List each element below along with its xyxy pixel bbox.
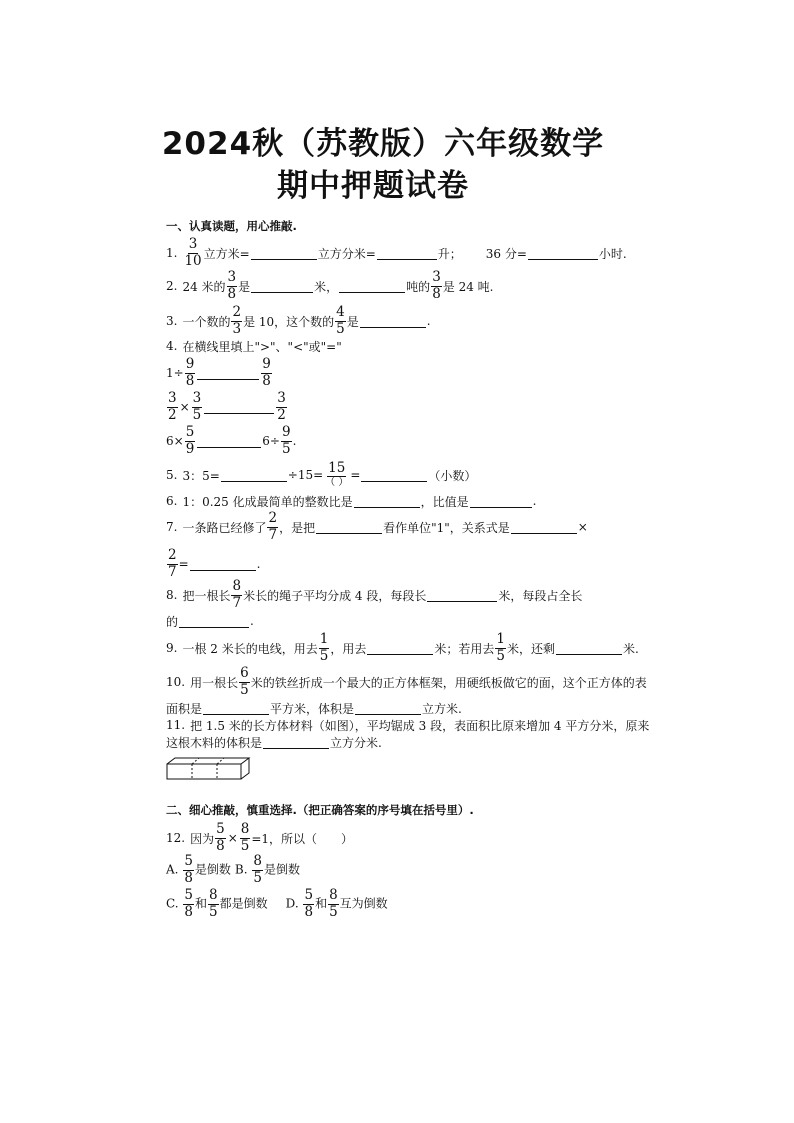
q9-text4: 米，还剩 bbox=[506, 641, 555, 656]
q7-fraction2 bbox=[167, 549, 178, 579]
q7-text3: 看作单位"1"，关系式是 bbox=[383, 520, 510, 535]
q2-fraction2 bbox=[431, 271, 442, 301]
q8-text5: . bbox=[250, 614, 254, 628]
q2-frac1-den: 8 bbox=[227, 285, 237, 302]
q4c-fraction2 bbox=[281, 426, 292, 456]
q2-text3: 米， bbox=[314, 279, 339, 294]
q12-optC-frac2-num: 8 bbox=[209, 887, 218, 903]
question-11-cont bbox=[166, 727, 382, 757]
q2-blank1[interactable] bbox=[251, 279, 313, 293]
q11-text2: 这根木料的体积是 bbox=[166, 735, 263, 750]
section2-heading: 二、细心推敲，慎重选择.（把正确答案的序号填在括号里）. bbox=[166, 803, 474, 817]
q12-options-cd bbox=[166, 889, 388, 919]
q12-optD-fraction1 bbox=[303, 889, 314, 919]
q3-number: 3. bbox=[166, 314, 178, 328]
q7-number: 7. bbox=[166, 520, 178, 534]
q1-blank2[interactable] bbox=[377, 246, 437, 260]
q12-optB-text: 是倒数 bbox=[263, 862, 300, 877]
exam-title-line1: 2024秋（苏教版）六年级数学 bbox=[161, 126, 605, 162]
q12-optA-frac-den: 8 bbox=[184, 869, 193, 886]
q1-text4: 36 分= bbox=[485, 246, 527, 261]
q10-text1: 用一根长 bbox=[190, 675, 239, 690]
q12-frac1-den: 8 bbox=[216, 837, 225, 854]
q8-frac-num: 8 bbox=[232, 578, 242, 594]
q12-optD-text1: 和 bbox=[315, 896, 328, 911]
q3-frac1-num: 2 bbox=[232, 304, 242, 320]
q12-optB-fraction bbox=[252, 855, 263, 885]
q1-blank1[interactable] bbox=[251, 246, 317, 260]
q4-number: 4. bbox=[166, 339, 178, 353]
q12-number: 12. bbox=[166, 831, 186, 845]
q4b-frac1-num: 3 bbox=[168, 390, 177, 406]
q3-text4: . bbox=[426, 314, 431, 328]
q1-text1: 立方米= bbox=[203, 246, 250, 261]
q5-text3: = bbox=[350, 468, 361, 482]
cuboid-figure bbox=[166, 757, 252, 781]
q5-blank1[interactable] bbox=[221, 468, 287, 482]
q9-fraction1 bbox=[319, 633, 330, 663]
q1-text2: 立方分米= bbox=[317, 246, 376, 261]
q12-optB-frac-den: 5 bbox=[253, 869, 262, 886]
q12-optA-fraction bbox=[183, 855, 194, 885]
q2-frac1-num: 3 bbox=[227, 269, 237, 285]
q8-blank2[interactable] bbox=[179, 614, 249, 628]
q12-optB-frac-num: 8 bbox=[253, 853, 262, 869]
q1-blank3[interactable] bbox=[528, 246, 598, 260]
q11-number: 11. bbox=[166, 718, 186, 732]
q4-text1: 在横线里填上">"、"<"或"=" bbox=[182, 339, 342, 354]
q1-number: 1. bbox=[166, 246, 178, 260]
q8-text2: 米长的绳子平均分成 4 段，每段长 bbox=[243, 588, 427, 603]
q12-optC-fraction2 bbox=[208, 889, 219, 919]
exam-title-line2: 期中押题试卷 bbox=[277, 168, 469, 204]
q4b-blank[interactable] bbox=[204, 400, 274, 414]
q10-text4: 平方米，体积是 bbox=[270, 701, 355, 716]
q5-frac-num: 15 bbox=[328, 459, 346, 476]
q4a-fraction1 bbox=[185, 358, 196, 388]
q4-item-c bbox=[166, 426, 296, 456]
q2-text4: 吨的 bbox=[406, 279, 431, 294]
q12-optB-label: B. bbox=[234, 862, 248, 877]
q2-frac2-den: 8 bbox=[432, 285, 441, 302]
q12-optC-text2: 都是倒数 bbox=[219, 896, 268, 911]
question-12 bbox=[166, 823, 353, 853]
q12-optA-text: 是倒数 bbox=[194, 862, 231, 877]
question-9 bbox=[166, 633, 639, 663]
q12-optD-frac1-den: 8 bbox=[304, 903, 314, 920]
question-1 bbox=[166, 238, 627, 268]
q10-text3: 面积是 bbox=[166, 701, 203, 716]
question-8-cont bbox=[166, 606, 254, 636]
q3-frac2-den: 5 bbox=[336, 320, 345, 337]
q12-optD-label: D. bbox=[285, 896, 299, 911]
q2-text2: 是 bbox=[238, 279, 251, 294]
q7-fraction1 bbox=[267, 512, 278, 542]
q8-text3: 米，每段占全长 bbox=[498, 588, 583, 603]
q12-times: × bbox=[227, 831, 238, 845]
q4b-frac3-den: 2 bbox=[277, 406, 286, 423]
q4b-frac3-num: 3 bbox=[277, 390, 286, 406]
q12-frac2-num: 8 bbox=[240, 821, 250, 837]
q2-frac2-num: 3 bbox=[432, 269, 441, 285]
q9-frac1-den: 5 bbox=[319, 647, 329, 664]
q7-text2: ，是把 bbox=[279, 520, 316, 535]
q5-fraction bbox=[324, 459, 349, 489]
q1-text5: 小时. bbox=[598, 246, 627, 261]
q8-number: 8. bbox=[166, 588, 178, 602]
q4a-text1: 1÷ bbox=[166, 366, 184, 380]
q6-text1: 1：0.25 化成最简单的整数比是 bbox=[182, 494, 353, 509]
q1-text3: 升； bbox=[437, 246, 462, 261]
q4a-frac2-num: 9 bbox=[262, 356, 271, 372]
q12-optD-text2: 互为倒数 bbox=[339, 896, 388, 911]
question-7-cont bbox=[166, 549, 260, 579]
q3-frac1-den: 3 bbox=[232, 320, 242, 337]
q5-text1: 3：5= bbox=[182, 468, 220, 483]
q12-optC-fraction1 bbox=[183, 889, 194, 919]
q4a-frac2-den: 8 bbox=[262, 372, 271, 389]
q7-blank1[interactable] bbox=[316, 520, 382, 534]
cut-line-2-top bbox=[217, 758, 224, 764]
q7-frac1-den: 7 bbox=[268, 526, 278, 543]
q7-blank2[interactable] bbox=[511, 520, 577, 534]
q4c-frac2-den: 5 bbox=[282, 440, 291, 457]
q4c-blank[interactable] bbox=[197, 434, 261, 448]
q5-text4: （小数） bbox=[428, 468, 477, 483]
q12-options-ab bbox=[166, 855, 300, 885]
q8-text4: 的 bbox=[166, 614, 179, 629]
q9-frac1-num: 1 bbox=[319, 631, 329, 647]
q4c-frac2-num: 9 bbox=[282, 424, 291, 440]
q12-fraction2 bbox=[240, 823, 251, 853]
q6-blank2[interactable] bbox=[470, 494, 532, 508]
q11-text1: 把 1.5 米的长方体材料（如图），平均锯成 3 段，表面积比原来增加 4 平方分米，原来 bbox=[190, 718, 650, 733]
q4a-frac1-den: 8 bbox=[185, 372, 195, 389]
question-2 bbox=[166, 271, 494, 301]
q1-frac-den: 10 bbox=[184, 252, 202, 269]
q4b-frac2-den: 5 bbox=[192, 406, 202, 423]
q12-optC-frac2-den: 5 bbox=[209, 903, 218, 920]
q4b-times: × bbox=[179, 400, 190, 414]
q4a-frac1-num: 9 bbox=[185, 356, 195, 372]
q1-frac-num: 3 bbox=[188, 236, 198, 252]
section1-heading: 一、认真读题，用心推敲. bbox=[166, 219, 297, 233]
q9-number: 9. bbox=[166, 641, 178, 655]
q12-optD-fraction2 bbox=[328, 889, 339, 919]
q4c-text2: 6÷ bbox=[262, 434, 280, 448]
q4a-fraction2 bbox=[261, 358, 272, 388]
q9-frac2-den: 5 bbox=[496, 647, 505, 664]
cuboid-front-face bbox=[167, 764, 241, 779]
q4c-text3: . bbox=[292, 434, 297, 448]
q2-blank2[interactable] bbox=[339, 279, 405, 293]
q12-optD-frac1-num: 5 bbox=[304, 887, 314, 903]
q12-optC-text1: 和 bbox=[195, 896, 208, 911]
q9-frac2-num: 1 bbox=[496, 631, 505, 647]
q11-blank[interactable] bbox=[263, 735, 329, 749]
q10-number: 10. bbox=[166, 675, 186, 689]
q12-optD-frac2-den: 5 bbox=[329, 903, 338, 920]
q9-blank2[interactable] bbox=[556, 641, 622, 655]
q4a-blank[interactable] bbox=[197, 366, 259, 380]
q6-blank1[interactable] bbox=[354, 494, 420, 508]
q12-frac1-num: 5 bbox=[216, 821, 225, 837]
q7-text1: 一条路已经修了 bbox=[182, 520, 267, 535]
q10-text5: 立方米. bbox=[422, 701, 462, 716]
q9-text3: 米；若用去 bbox=[434, 641, 495, 656]
q4b-fraction2 bbox=[192, 392, 203, 422]
q9-text1: 一根 2 米长的电线，用去 bbox=[182, 641, 318, 656]
q4c-frac1-den: 9 bbox=[185, 440, 195, 457]
q7-text4: × bbox=[577, 520, 588, 534]
q2-number: 2. bbox=[166, 279, 178, 293]
q10-frac-den: 5 bbox=[240, 681, 249, 698]
q12-optC-label: C. bbox=[166, 896, 179, 911]
q4c-text1: 6× bbox=[166, 434, 184, 448]
q12-fraction1 bbox=[215, 823, 226, 853]
q7-text5: = bbox=[178, 557, 189, 571]
q4b-frac1-den: 2 bbox=[168, 406, 177, 423]
q4-item-b bbox=[166, 392, 288, 422]
q3-frac2-num: 4 bbox=[336, 304, 345, 320]
q3-text2: 是 10，这个数的 bbox=[243, 314, 335, 329]
q6-text2: ，比值是 bbox=[420, 494, 469, 509]
q9-blank1[interactable] bbox=[367, 641, 433, 655]
q5-text2: ÷15= bbox=[287, 468, 324, 482]
q12-text2: =1，所以（ ） bbox=[251, 831, 354, 846]
q12-optC-frac1-den: 8 bbox=[184, 903, 193, 920]
q7-frac2-num: 2 bbox=[168, 547, 177, 563]
q4c-frac1-num: 5 bbox=[185, 424, 195, 440]
cut-line-1-top bbox=[192, 758, 199, 764]
q4b-frac2-num: 3 bbox=[192, 390, 202, 406]
q12-frac2-den: 5 bbox=[240, 837, 250, 854]
q2-text5: 是 24 吨. bbox=[442, 279, 494, 294]
q12-optD[interactable] bbox=[286, 889, 388, 919]
q12-optA-frac-num: 5 bbox=[184, 853, 193, 869]
q3-text3: 是 bbox=[346, 314, 359, 329]
q12-optB[interactable] bbox=[235, 855, 300, 885]
q10-text2: 米的铁丝折成一个最大的正方体框架，用硬纸板做它的面，这个正方体的表 bbox=[250, 675, 647, 690]
q8-text1: 把一根长 bbox=[182, 588, 231, 603]
q5-number: 5. bbox=[166, 468, 178, 482]
cuboid-top-face bbox=[167, 758, 249, 764]
q10-frac-num: 6 bbox=[240, 665, 249, 681]
q4c-fraction1 bbox=[185, 426, 196, 456]
q5-blank2[interactable] bbox=[361, 468, 427, 482]
q7-frac1-num: 2 bbox=[268, 510, 278, 526]
q4b-fraction1 bbox=[167, 392, 178, 422]
q9-fraction2 bbox=[495, 633, 506, 663]
q5-frac-den: （ ） bbox=[325, 477, 349, 489]
q8-blank1[interactable] bbox=[427, 588, 497, 602]
q7-frac2-den: 7 bbox=[168, 563, 177, 580]
q6-text3: . bbox=[532, 494, 537, 508]
q12-optC[interactable] bbox=[166, 889, 268, 919]
q7-blank3[interactable] bbox=[190, 557, 256, 571]
q7-text6: . bbox=[256, 557, 261, 571]
q12-optA-label: A. bbox=[166, 862, 179, 877]
q1-fraction bbox=[183, 238, 202, 268]
q12-optA[interactable] bbox=[166, 855, 231, 885]
q4-item-a bbox=[166, 358, 273, 388]
q12-optD-frac2-num: 8 bbox=[329, 887, 338, 903]
q9-text2: ，用去 bbox=[330, 641, 367, 656]
q12-text1: 因为 bbox=[190, 831, 215, 846]
question-7 bbox=[166, 512, 588, 542]
q8-frac-den: 7 bbox=[232, 594, 242, 611]
q11-text3: 立方分米. bbox=[330, 735, 382, 750]
q12-optC-frac1-num: 5 bbox=[184, 887, 193, 903]
q2-fraction1 bbox=[227, 271, 238, 301]
q3-text1: 一个数的 bbox=[182, 314, 231, 329]
q6-number: 6. bbox=[166, 494, 178, 508]
q4b-fraction3 bbox=[276, 392, 287, 422]
q9-text5: 米. bbox=[622, 641, 639, 656]
q3-blank1[interactable] bbox=[360, 314, 426, 328]
q2-text1: 24 米的 bbox=[182, 279, 226, 294]
